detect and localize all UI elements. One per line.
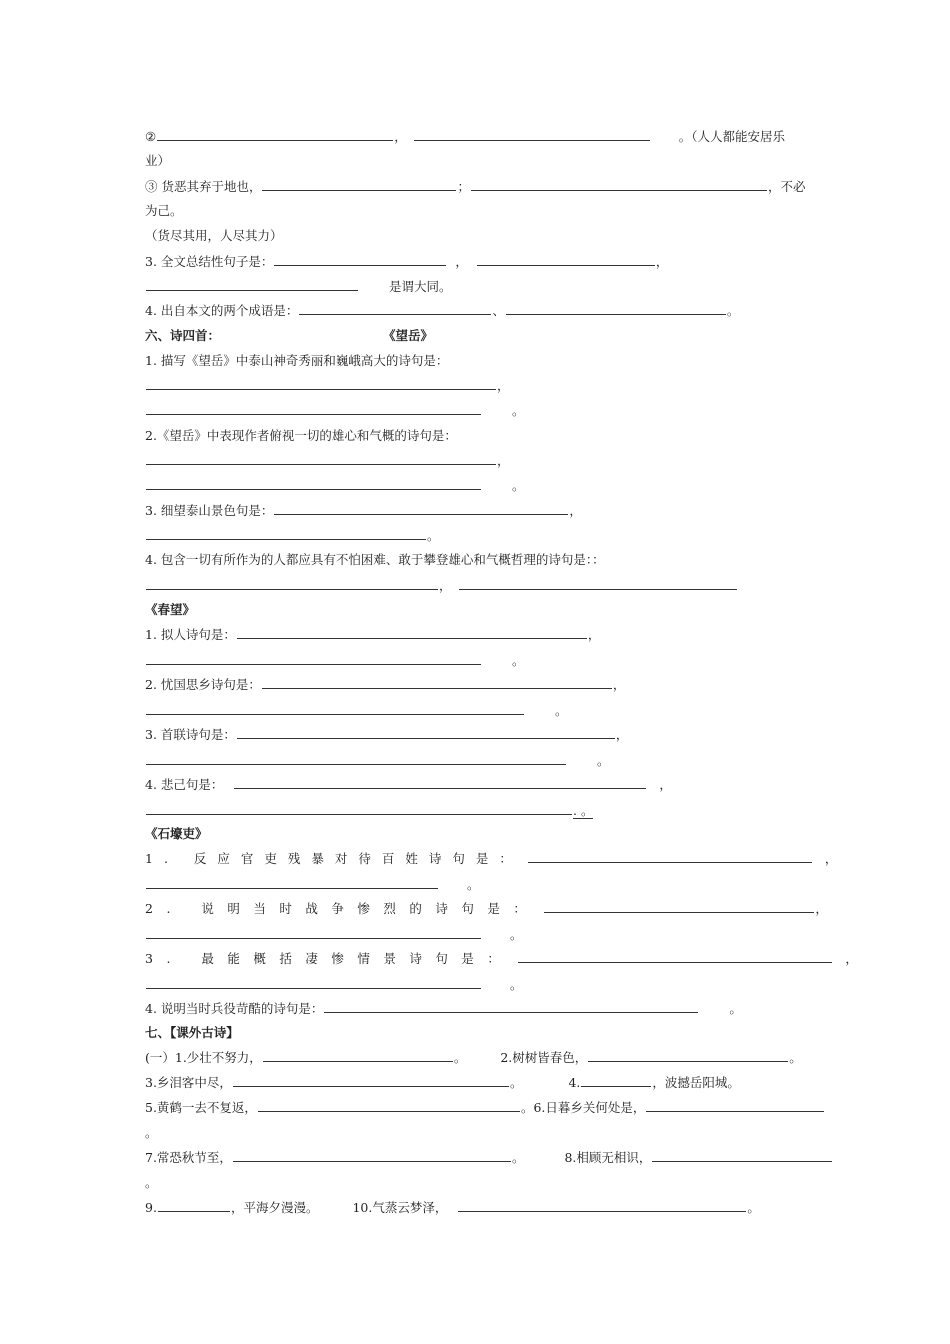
answer-blank[interactable] [146, 975, 481, 989]
prompt-text: 7.常恐秋节至， [145, 1150, 232, 1165]
answer-blank[interactable] [414, 127, 650, 141]
answer-blank[interactable] [263, 1048, 453, 1062]
prompt-text: 3.乡泪客中尽， [145, 1075, 232, 1090]
answer-blank[interactable] [262, 675, 612, 689]
answer-blank[interactable] [237, 725, 615, 739]
punctuation: ， [845, 951, 858, 966]
answer-blank[interactable] [146, 451, 496, 465]
prompt-text: ，不必 [768, 179, 806, 194]
answer-line [145, 700, 568, 722]
line-continuation: 。 [145, 1175, 158, 1190]
punctuation: 。 [512, 653, 525, 668]
answer-blank[interactable] [157, 127, 393, 141]
line-item-3 [145, 176, 806, 198]
question-prompt: 2.《望岳》中表现作者俯视一切的雄心和气概的诗句是： [145, 428, 457, 443]
prompt-text: 4. 出自本文的两个成语是： [145, 303, 299, 318]
prompt-text: 2. 说明当时战争惨烈的诗句是： [145, 901, 540, 916]
answer-line [145, 375, 510, 397]
answer-blank[interactable] [471, 177, 767, 191]
answer-blank[interactable] [518, 949, 832, 963]
answer-line [145, 924, 523, 946]
question-line [145, 724, 628, 746]
punctuation: 。 [427, 528, 440, 543]
prompt-text: 2. 忧国思乡诗句是： [145, 677, 261, 692]
line-continuation: 。 [145, 1125, 158, 1140]
punctuation: 。 [510, 977, 523, 992]
prompt-text: 9. [145, 1200, 157, 1215]
answer-line [145, 525, 440, 547]
punctuation: 。 [509, 1075, 523, 1090]
punctuation: ， [615, 727, 629, 742]
answer-line [145, 750, 610, 772]
prompt-text: 8.相顾无相识， [564, 1150, 652, 1165]
punctuation: ； [457, 179, 470, 194]
answer-blank[interactable] [146, 801, 572, 815]
answer-line [145, 650, 525, 672]
answer-blank[interactable] [274, 252, 446, 266]
question-line [145, 848, 837, 870]
punctuation: ， [587, 627, 601, 642]
answer-blank[interactable] [146, 526, 426, 540]
punctuation: 。 [597, 753, 610, 768]
question-prompt: 4. 包含一切有所作为的人都应具有不怕困难、敢于攀登雄心和气概哲理的诗句是：： [145, 552, 605, 567]
punctuation: 。 [512, 478, 525, 493]
answer-blank[interactable] [274, 501, 568, 515]
answer-blank[interactable] [581, 1073, 651, 1087]
answer-line [145, 800, 593, 822]
punctuation: ， [824, 851, 838, 866]
punctuation: ， [439, 578, 452, 593]
prompt-text: ，波撼岳阳城。 [652, 1075, 740, 1090]
section-heading-7: 七、【课外古诗】 [145, 1025, 239, 1040]
poem-line [145, 1097, 825, 1119]
punctuation: ， [569, 503, 582, 518]
prompt-text: ，平海夕漫漫。 [230, 1200, 319, 1215]
punctuation: ， [394, 129, 407, 144]
punctuation: ， [655, 254, 669, 269]
punctuation: 、 [492, 303, 505, 318]
question-prompt: 1. 描写《望岳》中泰山神奇秀丽和巍峨高大的诗句是： [145, 353, 449, 368]
prompt-text: 4. 悲己句是： [145, 777, 224, 792]
answer-line [145, 974, 523, 996]
prompt-text: 2.树树皆春色， [500, 1050, 588, 1065]
answer-line [145, 874, 480, 896]
prompt-text: 1. 反应官吏残暴对待百姓诗句是： [145, 851, 523, 866]
prompt-text: 4. [568, 1075, 581, 1090]
answer-blank[interactable] [477, 252, 655, 266]
answer-line [145, 400, 525, 422]
answer-blank[interactable] [258, 1098, 520, 1112]
punctuation: 。 [510, 927, 523, 942]
punctuation: 。 [512, 403, 525, 418]
answer-line [145, 575, 738, 597]
answer-blank[interactable] [458, 1198, 746, 1212]
answer-line [145, 475, 525, 497]
answer-blank[interactable] [262, 177, 456, 191]
answer-blank[interactable] [146, 576, 438, 590]
answer-blank[interactable] [459, 576, 737, 590]
punctuation: 。 [453, 1050, 467, 1065]
prompt-text: 5.黄鹤一去不复返， [145, 1100, 257, 1115]
question-line [145, 624, 600, 646]
question-line [145, 898, 828, 920]
punctuation: 。 [511, 1150, 525, 1165]
punctuation: ， [612, 677, 626, 692]
answer-blank[interactable] [146, 925, 481, 939]
answer-blank[interactable] [299, 301, 491, 315]
question-line [145, 500, 582, 522]
answer-blank[interactable] [544, 899, 814, 913]
prompt-text: 3. 最能概括凄惨情景诗句是： [145, 951, 514, 966]
punctuation: ， [815, 901, 828, 916]
answer-line [145, 450, 510, 472]
hint-text: 。（人人都能安居乐 [678, 129, 785, 144]
prompt-text: 是谓大同。 [389, 279, 452, 294]
question-line [145, 948, 858, 970]
answer-blank[interactable] [146, 401, 481, 415]
prompt-text: ③ 货恶其弃于地也， [145, 179, 262, 194]
question-line [145, 674, 625, 696]
answer-blank[interactable] [158, 1198, 230, 1212]
punctuation: 。 [555, 703, 568, 718]
punctuation: ， [659, 777, 672, 792]
punctuation: ， [455, 254, 468, 269]
answer-blank[interactable] [146, 476, 481, 490]
prompt-text: (一）1.少壮不努力， [145, 1050, 262, 1065]
poem-line [145, 1197, 760, 1219]
answer-blank[interactable] [146, 701, 524, 715]
answer-blank[interactable] [528, 849, 812, 863]
answer-blank[interactable] [233, 1073, 509, 1087]
answer-blank[interactable] [234, 775, 646, 789]
answer-blank[interactable] [146, 277, 358, 291]
poem-line [145, 1147, 833, 1169]
question-line [145, 774, 672, 796]
answer-blank[interactable] [146, 651, 481, 665]
line-continuation: 业） [145, 153, 171, 168]
answer-blank[interactable] [646, 1098, 824, 1112]
line-item-2 [145, 126, 785, 148]
punctuation: ， [497, 378, 510, 393]
punctuation: 。 [467, 877, 480, 892]
answer-blank[interactable] [506, 301, 726, 315]
punctuation: 。 [726, 303, 740, 318]
prompt-text: 10.气蒸云梦泽， [352, 1200, 448, 1215]
punctuation: 。 [789, 1050, 802, 1065]
question-line [145, 998, 742, 1020]
prompt-text: 。6.日暮乡关何处是， [520, 1100, 646, 1115]
answer-blank[interactable] [146, 875, 438, 889]
answer-blank[interactable] [588, 1048, 788, 1062]
answer-blank[interactable] [146, 376, 496, 390]
prompt-text: 1. 拟人诗句是： [145, 627, 236, 642]
poem-line [145, 1047, 802, 1069]
punctuation: . 。 [573, 803, 594, 818]
punctuation: ， [497, 453, 510, 468]
question-3 [145, 251, 668, 273]
line-continuation: 为己。 [145, 203, 183, 218]
prompt-text: 3. 全文总结性句子是： [145, 254, 274, 269]
prompt-text: 3. 细望泰山景色句是： [145, 503, 274, 518]
section-title: 六、诗四首： [145, 328, 221, 343]
question-3-cont [145, 276, 452, 298]
hint-text: （货尽其用，人尽其力） [145, 228, 283, 243]
poem-title: 《春望》 [145, 602, 196, 617]
circled-number: ② [145, 129, 157, 144]
poem-line [145, 1072, 740, 1094]
poem-title: 《望岳》 [383, 328, 434, 343]
answer-blank[interactable] [233, 1148, 511, 1162]
poem-title: 《石壕吏》 [145, 826, 208, 841]
answer-blank[interactable] [652, 1148, 832, 1162]
prompt-text: 4. 说明当时兵役苛酷的诗句是： [145, 1001, 324, 1016]
question-4 [145, 300, 739, 322]
punctuation: 。 [747, 1200, 760, 1215]
answer-blank[interactable] [324, 999, 698, 1013]
prompt-text: 3. 首联诗句是： [145, 727, 236, 742]
section-heading-6 [145, 325, 433, 347]
answer-blank[interactable] [146, 751, 566, 765]
punctuation: 。 [729, 1001, 742, 1016]
answer-blank[interactable] [237, 625, 587, 639]
